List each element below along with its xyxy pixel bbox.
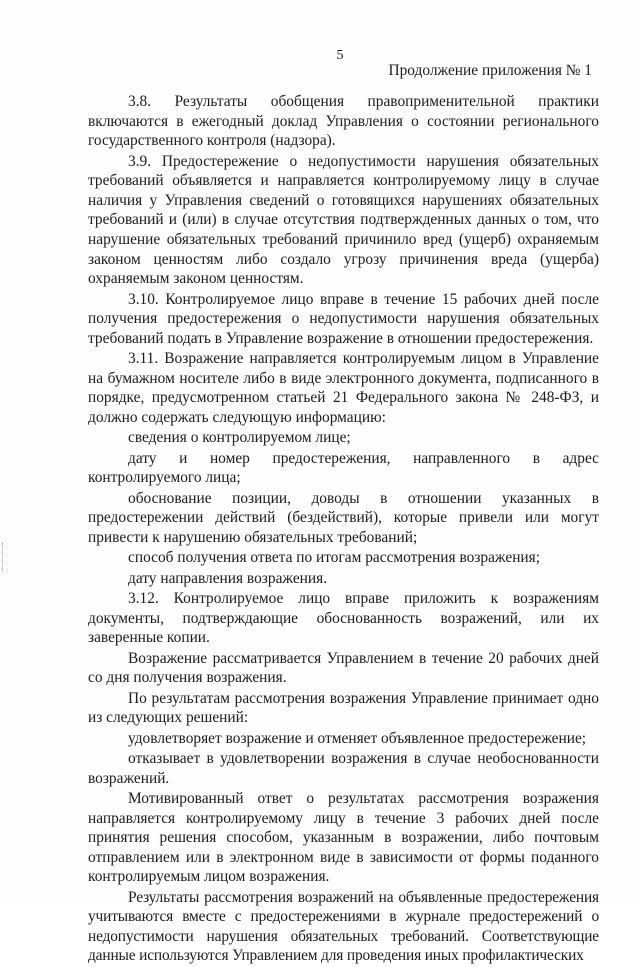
page-number: 5 — [336, 48, 344, 63]
scan-edge-mark — [2, 543, 5, 571]
paragraph-3-10: 3.10. Контролируемое лицо вправе в течение 15 рабочих дней после получения предостережения о недопустимости нарушения обязательных требований подать в Управление возражение в отношении предостережения. — [88, 290, 599, 347]
paragraph-3-11: 3.11. Возражение направляется контролируемым лицом в Управление на бумажном носителе либо в виде электронного документа, подписанного в порядке, предусмотренном статьей 21 Федерального закона № 248-ФЗ, и должно содержать следующую информацию: — [88, 350, 599, 426]
paragraph-3-8: 3.8. Результаты обобщения правоприменительной практики включаются в ежегодный доклад Управления о состоянии регионального государственного контроля (надзора). — [88, 93, 599, 150]
paragraph-3-9: 3.9. Предостережение о недопустимости нарушения обязательных требований объявляется и направляется контролируемому лицу в случае наличия у Управления сведений о готовящихся нарушениях обязательных требований и (или) в случае отсутствия подтвержденных данных о том, что нарушение обязательных требований причинило вред (ущерб) охраняемым законом ценностям либо создало угрозу причинения вреда (ущерба) охраняемым законом ценностям. — [88, 152, 599, 288]
paragraph-results-accounting: Результаты рассмотрения возражений на объявленные предостережения учитываются вместе с предостережениями в журнале предостережений о недопустимости нарушения обязательных требований. Соответствующие данные используются Управлением для проведения иных профилактических — [88, 888, 599, 965]
paragraph-3-12: 3.12. Контролируемое лицо вправе приложить к возражениям документы, подтверждающие обоснованность возражений, или их заверенные копии. — [88, 590, 599, 647]
paragraph-motivated-answer: Мотивированный ответ о результатах рассмотрения возражения направляется контролируемому лицу в течение 3 рабочих дней после принятия решения способом, указанным в возражении, либо почтовым отправлением или в электронном виде в зависимости от формы поданного контролируемым лицом возражения. — [88, 789, 599, 886]
list-item-decision-refuse: отказывает в удовлетворении возражения в случае необоснованности возражений. — [88, 749, 599, 787]
appendix-continuation-heading: Продолжение приложения № 1 — [388, 62, 592, 79]
list-item-warning-date-number: дату и номер предостережения, направленного в адрес контролируемого лица; — [88, 449, 599, 487]
list-item-position-justification: обоснование позиции, доводы в отношении указанных в предостережении действий (бездействий), которые привели или могут привести к нарушению обязательных требований; — [88, 489, 599, 546]
list-item-decision-satisfy: удовлетворяет возражение и отменяет объявленное предостережение; — [128, 729, 587, 747]
list-item-controlled-person-info: сведения о контролируемом лице; — [128, 429, 351, 447]
paragraph-decisions-intro: По результатам рассмотрения возражения Управление принимает одно из следующих решений: — [88, 689, 599, 727]
list-item-objection-date: дату направления возражения. — [128, 569, 328, 587]
document-body — [88, 92, 599, 967]
paragraph-review-period: Возражение рассматривается Управлением в течение 20 рабочих дней со дня получения возражения. — [88, 649, 599, 687]
list-item-response-method: способ получения ответа по итогам рассмотрения возражения; — [128, 549, 541, 567]
